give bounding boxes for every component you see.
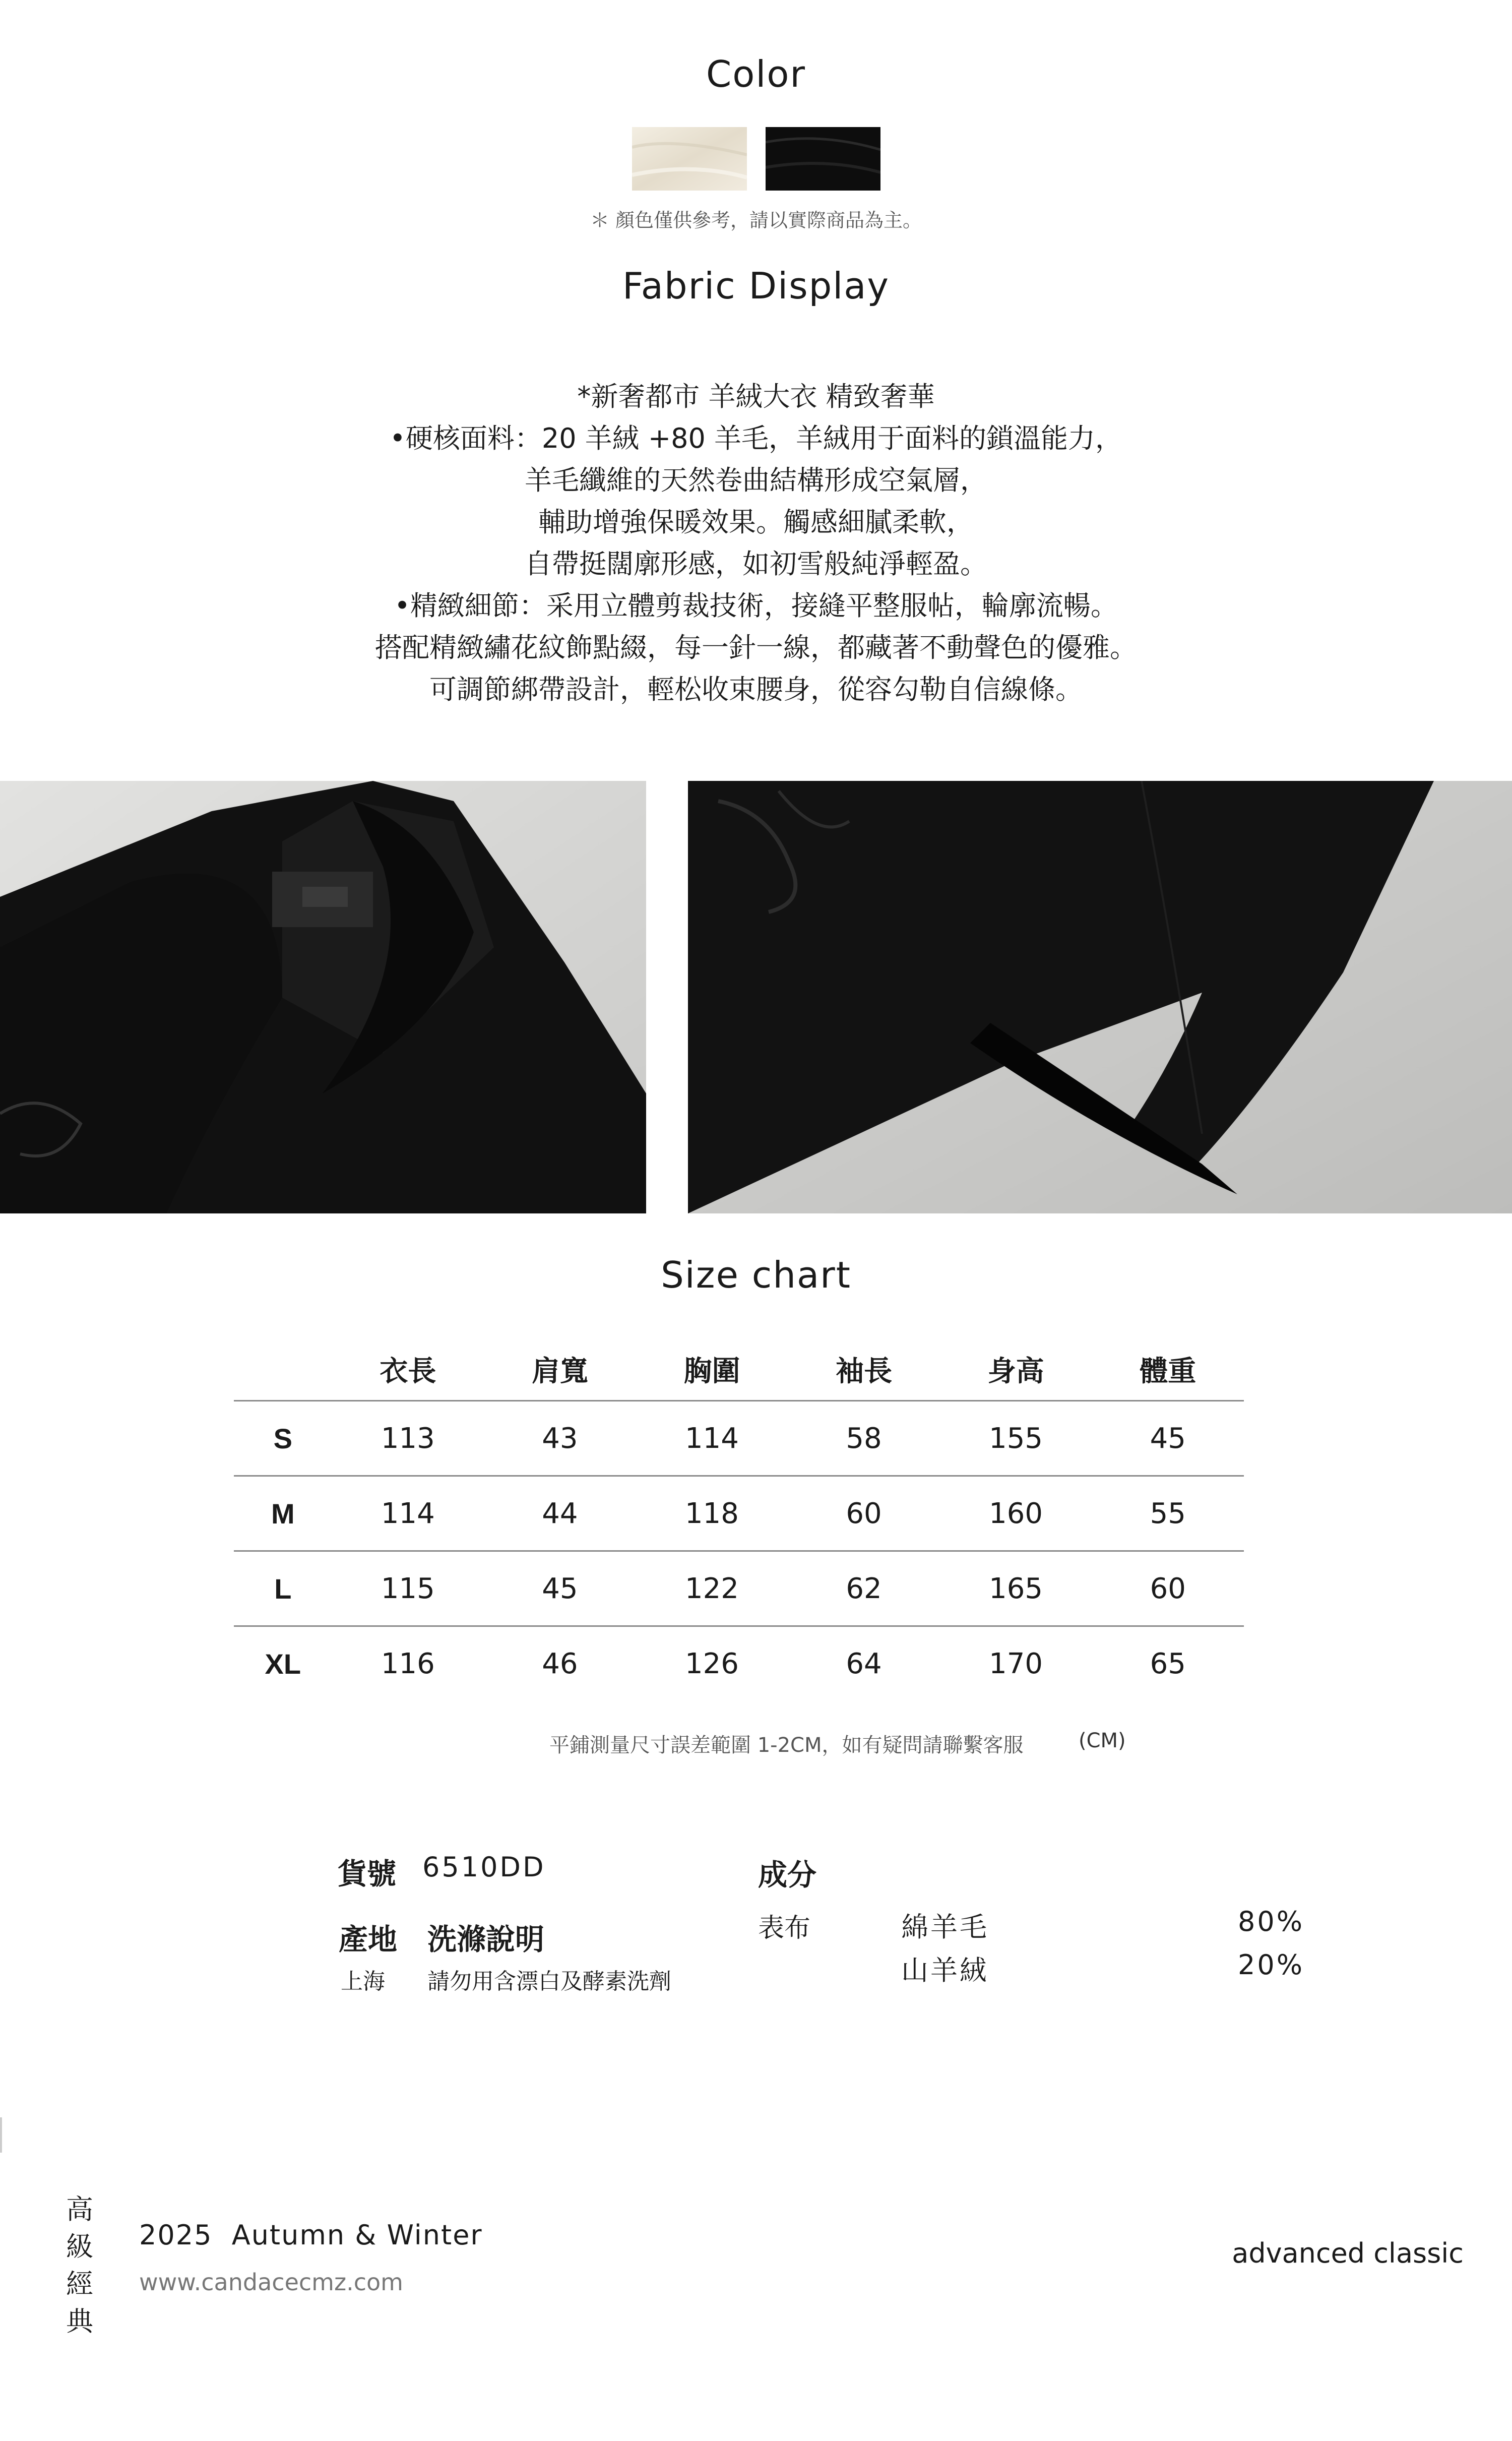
slogan-char: 經 xyxy=(66,2268,93,2300)
header-cell: 衣長 xyxy=(380,1355,436,1388)
table-cell: 60 xyxy=(1092,1551,1244,1626)
season-text: 2025 Autumn & Winter xyxy=(139,2219,483,2251)
website-link[interactable]: www.candacecmz.com xyxy=(139,2269,403,2296)
wash-label: 洗滌說明 xyxy=(427,1922,545,1957)
description-line: •精緻細節：采用立體剪裁技術，接縫平整服帖，輪廓流暢。 xyxy=(394,590,1118,622)
header-cell: 體重 xyxy=(1140,1355,1196,1388)
table-cell: 45 xyxy=(1092,1401,1244,1476)
size-label: XL xyxy=(234,1626,332,1701)
table-row xyxy=(234,1551,1244,1626)
table-cell: 44 xyxy=(484,1476,636,1551)
table-cell: 115 xyxy=(332,1551,484,1626)
table-cell: 126 xyxy=(636,1626,788,1701)
composition-label: 成分 xyxy=(758,1858,817,1892)
table-cell: 46 xyxy=(484,1626,636,1701)
edge-marker xyxy=(0,2117,2,2153)
material-percent: 20% xyxy=(1238,1949,1305,1981)
slogan-char: 典 xyxy=(66,2305,93,2337)
table-cell: 114 xyxy=(332,1476,484,1551)
header-cell: 胸圍 xyxy=(683,1355,740,1388)
black-fabric-image xyxy=(766,127,880,191)
table-cell: 58 xyxy=(788,1401,940,1476)
photo-coat-collar xyxy=(0,781,646,1213)
size-chart-table xyxy=(234,1338,1244,1700)
table-cell: 165 xyxy=(940,1551,1092,1626)
description-line: 自帶挺闊廓形感，如初雪般純淨輕盈。 xyxy=(525,548,987,580)
slogan-char: 高 xyxy=(66,2193,93,2225)
material-name: 山羊絨 xyxy=(901,1955,989,1986)
size-chart-unit: (CM) xyxy=(1079,1729,1126,1752)
table-cell: 170 xyxy=(940,1626,1092,1701)
table-cell: 114 xyxy=(636,1401,788,1476)
color-title: Color xyxy=(706,53,806,95)
description-line: 輔助增強保暖效果。觸感細膩柔軟， xyxy=(538,506,974,538)
table-header-row xyxy=(234,1338,1244,1401)
size-label: S xyxy=(234,1401,332,1476)
shell-label: 表布 xyxy=(758,1913,811,1943)
size-label: L xyxy=(234,1551,332,1626)
table-row xyxy=(234,1401,1244,1476)
description-line: 羊毛纖維的天然卷曲結構形成空氣層， xyxy=(525,464,987,496)
table-cell: 116 xyxy=(332,1626,484,1701)
vertical-slogan xyxy=(65,2191,95,2340)
header-cell: 袖長 xyxy=(836,1355,893,1388)
material-name: 綿羊毛 xyxy=(901,1911,989,1943)
table-cell: 43 xyxy=(484,1401,636,1476)
photo-coat-sleeve xyxy=(688,781,1512,1213)
origin-value: 上海 xyxy=(341,1969,385,1994)
size-chart-title: Size chart xyxy=(661,1254,851,1296)
table-cell: 113 xyxy=(332,1401,484,1476)
description-line: *新奢都市 羊絨大衣 精致奢華 xyxy=(577,381,935,412)
table-cell: 118 xyxy=(636,1476,788,1551)
swatch-black[interactable] xyxy=(766,127,880,191)
description-line: •硬核面料：20 羊絨 +80 羊毛，羊絨用于面料的鎖溫能力， xyxy=(389,422,1123,454)
table-cell: 160 xyxy=(940,1476,1092,1551)
fabric-description xyxy=(0,376,1512,710)
swatch-ivory[interactable] xyxy=(632,127,747,191)
slogan-char: 級 xyxy=(66,2231,93,2263)
ivory-fabric-image xyxy=(632,127,747,191)
tagline: advanced classic xyxy=(1232,2237,1464,2269)
color-disclaimer: ＊ 顏色僅供參考，請以實際商品為主。 xyxy=(590,209,922,231)
table-row xyxy=(234,1626,1244,1701)
table-cell: 122 xyxy=(636,1551,788,1626)
header-cell: 肩寬 xyxy=(531,1355,588,1388)
description-line: 搭配精緻繡花紋飾點綴，每一針一線，都藏著不動聲色的優雅。 xyxy=(375,632,1137,663)
description-line: 可調節綁帶設計，輕松收束腰身，從容勾勒自信線條。 xyxy=(429,674,1083,705)
table-cell: 65 xyxy=(1092,1626,1244,1701)
table-cell: 62 xyxy=(788,1551,940,1626)
table-cell: 155 xyxy=(940,1401,1092,1476)
item-number: 6510DD xyxy=(422,1851,546,1883)
header-cell: 身高 xyxy=(987,1355,1044,1388)
header-cell xyxy=(234,1338,332,1401)
size-label: M xyxy=(234,1476,332,1551)
wash-instructions: 請勿用含漂白及酵素洗劑 xyxy=(427,1969,671,1994)
table-cell: 64 xyxy=(788,1626,940,1701)
fabric-display-title: Fabric Display xyxy=(622,265,890,307)
table-cell: 60 xyxy=(788,1476,940,1551)
table-cell: 45 xyxy=(484,1551,636,1626)
origin-label: 產地 xyxy=(339,1922,398,1957)
size-chart-note: 平鋪測量尺寸誤差範圍 1-2CM，如有疑問請聯繫客服 xyxy=(549,1734,1024,1757)
table-cell: 55 xyxy=(1092,1476,1244,1551)
table-row xyxy=(234,1476,1244,1551)
item-number-label: 貨號 xyxy=(338,1857,397,1891)
material-percent: 80% xyxy=(1238,1906,1305,1937)
